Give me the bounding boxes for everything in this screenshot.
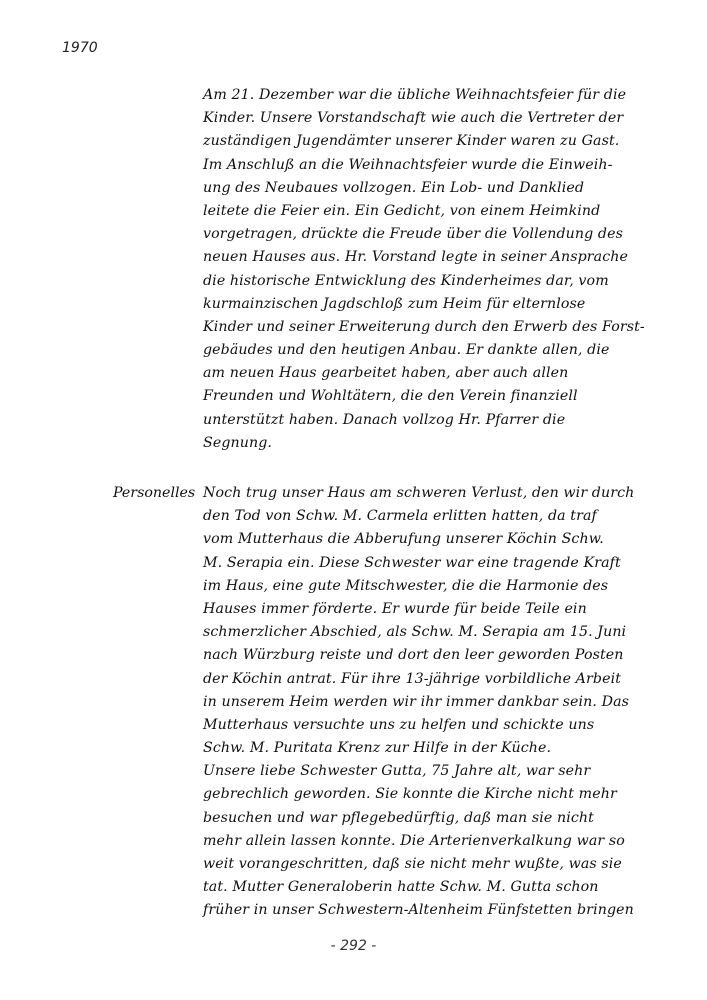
text-line: weit vorangeschritten, daß sie nicht mehr wußte, was sie <box>203 856 622 872</box>
text-line: Mutterhaus versuchte uns zu helfen und schickte uns <box>203 716 595 733</box>
text-line: im Haus, eine gute Mitschwester, die die Harmonie des <box>203 577 609 594</box>
text-line: Kinder und seiner Erweiterung durch den Erwerb des Forst- <box>203 318 645 335</box>
text-line: vom Mutterhaus die Abberufung unserer Köchin Schw. <box>203 531 604 548</box>
text-line: am neuen Haus gearbeitet haben, aber auch allen <box>203 365 569 382</box>
text-line: besuchen und war pflegebedürftig, daß man sie nicht <box>203 809 594 826</box>
text-line: mehr allein lassen konnte. Die Arterienverkalkung war so <box>203 832 625 849</box>
text-line: schmerzlicher Abschied, als Schw. M. Serapia am 15. Juni <box>203 624 627 641</box>
text-line: neuen Hauses aus. Hr. Vorstand legte in seiner Ansprache <box>203 249 629 266</box>
text-line: gebrechlich geworden. Sie konnte die Kirche nicht mehr <box>203 786 617 803</box>
text-line: Segnung. <box>203 434 273 451</box>
text-line: tat. Mutter Generaloberin hatte Schw. M. Gutta schon <box>203 879 599 896</box>
text-line: ung des Neubaues vollzogen. Ein Lob- und Danklied <box>203 179 585 196</box>
text-line: Kinder. Unsere Vorstandschaft wie auch die Vertreter der <box>203 110 624 127</box>
text-line: Im Anschluß an die Weihnachtsfeier wurde die Einweih- <box>203 156 613 173</box>
year-heading: 1970 <box>62 40 98 56</box>
text-line: nach Würzburg reiste und dort den leer geworden Posten <box>203 647 624 664</box>
text-line: Unsere liebe Schwester Gutta, 75 Jahre alt, war sehr <box>203 763 591 780</box>
text-line: M. Serapia ein. Diese Schwester war eine tragende Kraft <box>203 554 621 571</box>
text-line: der Köchin antrat. Für ihre 13-jährige vorbildliche Arbeit <box>203 670 622 687</box>
text-line: leitete die Feier ein. Ein Gedicht, von einem Heimkind <box>203 202 601 219</box>
text-line: Noch trug unser Haus am schweren Verlust, den wir durch <box>203 485 635 501</box>
text-line: Hauses immer förderte. Er wurde für beide Teile ein <box>203 600 587 617</box>
text-line: unterstützt haben. Danach vollzog Hr. Pfarrer die <box>203 411 566 428</box>
text-line: Schw. M. Puritata Krenz zur Hilfe in der Küche. <box>203 740 552 757</box>
section-christmas-celebration <box>203 84 645 455</box>
section-personelles <box>203 482 633 923</box>
text-line: vorgetragen, drückte die Freude über die Vollendung des <box>203 226 623 243</box>
text-line: gebäudes und den heutigen Anbau. Er dankte allen, die <box>203 342 610 359</box>
page-number: - 292 - <box>330 938 377 954</box>
section-label-personelles: Personelles <box>113 485 196 501</box>
text-line: früher in unser Schwestern-Altenheim Fünfstetten bringen <box>203 902 634 919</box>
text-line: Am 21. Dezember war die übliche Weihnachtsfeier für die <box>203 87 627 103</box>
text-line: in unserem Heim werden wir ihr immer dankbar sein. Das <box>203 693 630 710</box>
text-line: kurmainzischen Jagdschloß zum Heim für elternlose <box>203 295 586 312</box>
text-line: die historische Entwicklung des Kinderheimes dar, vom <box>203 272 609 289</box>
text-line: Freunden und Wohltätern, die den Verein finanziell <box>203 388 578 405</box>
text-line: den Tod von Schw. M. Carmela erlitten hatten, da traf <box>203 508 597 525</box>
text-line: zuständigen Jugendämter unserer Kinder waren zu Gast. <box>203 133 620 150</box>
